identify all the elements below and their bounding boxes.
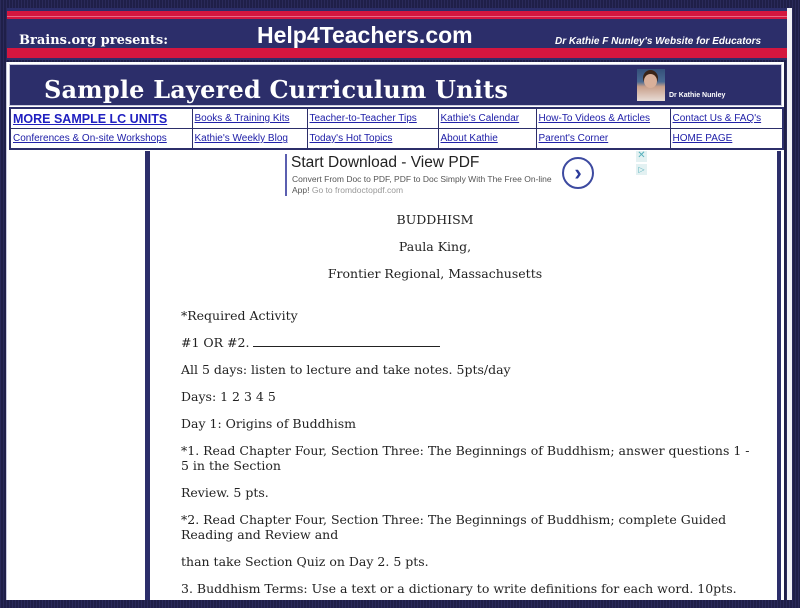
nav-row bbox=[10, 129, 783, 150]
nav-row bbox=[10, 108, 783, 129]
nav-home[interactable]: HOME PAGE bbox=[672, 133, 733, 144]
nav-parents-corner[interactable]: Parent's Corner bbox=[538, 133, 609, 144]
ad-title[interactable]: Start Download - View PDF bbox=[291, 154, 480, 171]
doc-school: Frontier Regional, Massachusetts bbox=[327, 266, 543, 281]
doc-paragraph: Day 1: Origins of Buddhism bbox=[181, 416, 356, 431]
site-tagline: Dr Kathie F Nunley's Website for Educators bbox=[555, 36, 762, 47]
right-column-divider bbox=[777, 151, 781, 600]
author-caption: Dr Kathie Nunley bbox=[669, 92, 726, 99]
nav-more-sample-units[interactable]: MORE SAMPLE LC UNITS bbox=[13, 111, 168, 126]
frame-edge bbox=[787, 8, 792, 600]
nav-conferences[interactable]: Conferences & On-site Workshops bbox=[13, 133, 167, 144]
top-red-stripe bbox=[7, 11, 788, 19]
page-frame bbox=[6, 62, 784, 600]
nav-howto-videos[interactable]: How-To Videos & Articles bbox=[538, 113, 651, 124]
close-icon[interactable]: ✕ bbox=[637, 150, 646, 161]
ad-banner[interactable] bbox=[285, 152, 655, 198]
bottom-red-stripe bbox=[7, 48, 788, 58]
doc-paragraph: Days: 1 2 3 4 5 bbox=[181, 389, 276, 404]
nav-books-training-kits[interactable]: Books & Training Kits bbox=[194, 113, 290, 124]
presenter-text: Brains.org presents: bbox=[19, 33, 169, 48]
nav-hot-topics[interactable]: Today's Hot Topics bbox=[309, 133, 393, 144]
ad-url[interactable]: Go to fromdoctopdf.com bbox=[311, 185, 404, 195]
doc-paragraph: *1. Read Chapter Four, Section Three: The Beginnings of Buddhism; answer questions 1 - 5 in the Section bbox=[181, 443, 750, 473]
doc-paragraph: *2. Read Chapter Four, Section Three: The Beginnings of Buddhism; complete Guided Reading and Review and bbox=[181, 512, 727, 542]
nav-weekly-blog[interactable]: Kathie's Weekly Blog bbox=[194, 133, 288, 144]
ad-description-text: Convert From Doc to PDF, PDF to Doc Simply With The Free On-line App! bbox=[292, 174, 552, 195]
header-banner bbox=[9, 64, 782, 106]
document-body bbox=[181, 212, 761, 608]
nav-table bbox=[9, 107, 784, 150]
fill-in-blank bbox=[253, 336, 440, 347]
doc-paragraph: 3. Buddhism Terms: Use a text or a dictionary to write definitions for each word. 10pts. bbox=[181, 581, 737, 596]
site-title[interactable]: Help4Teachers.com bbox=[257, 22, 473, 48]
doc-paragraph-text: #1 OR #2. bbox=[181, 335, 250, 350]
author-photo bbox=[637, 69, 665, 101]
ad-accent-bar bbox=[285, 154, 287, 196]
doc-paragraph bbox=[181, 335, 761, 350]
nav-about[interactable]: About Kathie bbox=[440, 133, 498, 144]
doc-paragraph: Review. 5 pts. bbox=[181, 485, 269, 500]
nav-teacher-tips[interactable]: Teacher-to-Teacher Tips bbox=[309, 113, 417, 124]
nav-contact-faq[interactable]: Contact Us & FAQ's bbox=[672, 113, 762, 124]
doc-author: Paula King, bbox=[398, 239, 472, 254]
doc-title: BUDDHISM bbox=[396, 212, 474, 227]
doc-paragraph: *Required Activity bbox=[181, 308, 298, 323]
ad-description bbox=[292, 174, 562, 196]
page-title: Sample Layered Curriculum Units bbox=[44, 75, 509, 104]
top-banner bbox=[7, 8, 788, 60]
doc-paragraph: than take Section Quiz on Day 2. 5 pts. bbox=[181, 554, 429, 569]
chevron-right-icon[interactable]: › bbox=[562, 157, 594, 189]
doc-paragraph: All 5 days: listen to lecture and take notes. 5pts/day bbox=[181, 362, 511, 377]
adchoices-icon[interactable]: ▷ bbox=[636, 164, 647, 175]
nav-calendar[interactable]: Kathie's Calendar bbox=[440, 113, 520, 124]
